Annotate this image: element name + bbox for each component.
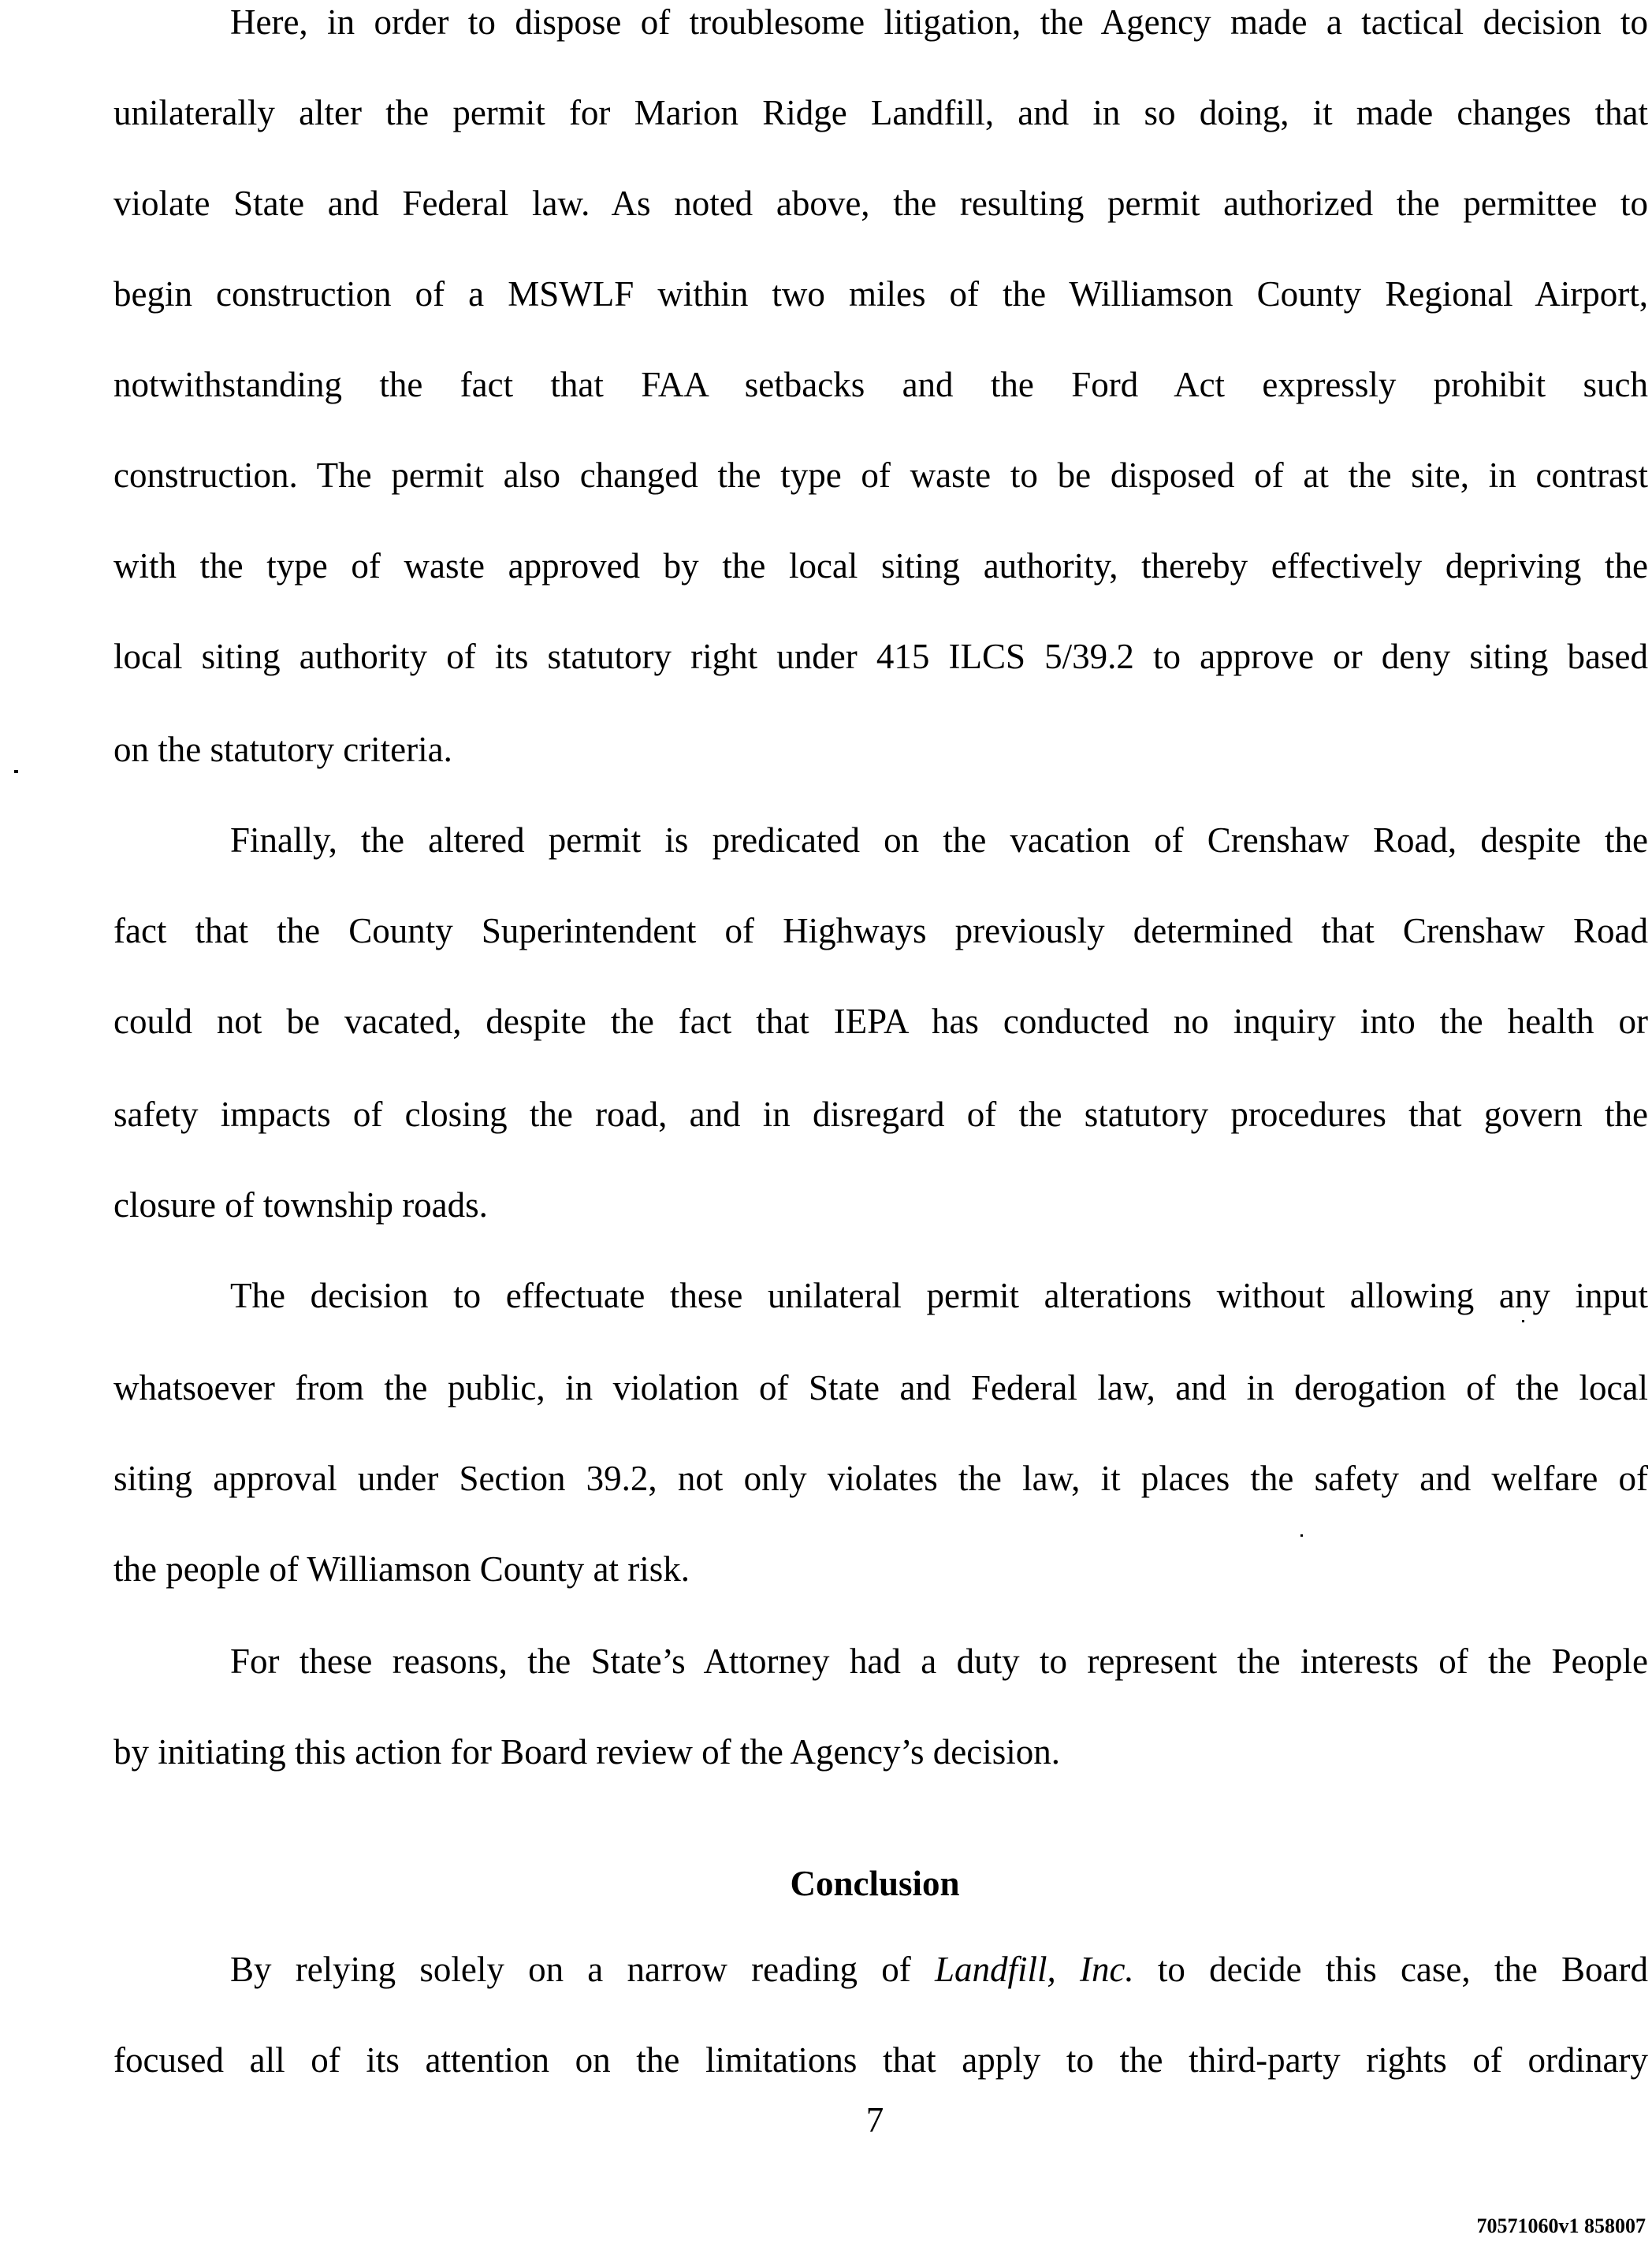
text-line: closure of township roads. bbox=[113, 1185, 488, 1225]
page-number: 7 bbox=[865, 2100, 884, 2140]
text-line: with the type of waste approved by the local siting authority, thereby effectively depriving the bbox=[113, 546, 1648, 586]
section-heading: Conclusion bbox=[790, 1864, 960, 1903]
text-line: fact that the County Superintendent of Highways previously determined that Crenshaw Road bbox=[113, 911, 1648, 950]
text-line: the people of Williamson County at risk. bbox=[113, 1549, 690, 1589]
scan-speck bbox=[1522, 1320, 1524, 1322]
case-name: Landfill, Inc. bbox=[934, 1950, 1134, 1989]
text-line: construction. The permit also changed the type of waste to be disposed of at the site, in contrast bbox=[113, 455, 1648, 495]
scan-speck bbox=[14, 770, 18, 773]
text-line: Here, in order to dispose of troublesome litigation, the Agency made a tactical decision to bbox=[230, 2, 1648, 42]
text-span: By relying solely on a narrow reading of bbox=[230, 1950, 935, 1989]
text-line: whatsoever from the public, in violation of State and Federal law, and in derogation of the local bbox=[113, 1368, 1648, 1407]
text-span: to decide this case, the Board bbox=[1133, 1950, 1648, 1989]
scan-speck bbox=[1300, 1534, 1303, 1537]
text-line: Finally, the altered permit is predicated on the vacation of Crenshaw Road, despite the bbox=[230, 820, 1648, 860]
text-line: siting approval under Section 39.2, not only violates the law, it places the safety and welfare of bbox=[113, 1459, 1648, 1498]
text-line: begin construction of a MSWLF within two miles of the Williamson County Regional Airport, bbox=[113, 274, 1648, 314]
text-line: by initiating this action for Board review of the Agency’s decision. bbox=[113, 1732, 1060, 1772]
document-id: 70571060v1 858007 bbox=[1476, 2214, 1646, 2237]
text-line: local siting authority of its statutory right under 415 ILCS 5/39.2 to approve or deny siting based bbox=[113, 637, 1648, 676]
text-line: on the statutory criteria. bbox=[113, 730, 452, 769]
text-line: The decision to effectuate these unilateral permit alterations without allowing any input bbox=[230, 1276, 1648, 1315]
text-line: unilaterally alter the permit for Marion Ridge Landfill, and in so doing, it made changes that bbox=[113, 93, 1648, 132]
text-line: focused all of its attention on the limitations that apply to the third-party rights of ordinary bbox=[113, 2040, 1648, 2080]
text-line bbox=[230, 1947, 1648, 1991]
text-line: violate State and Federal law. As noted above, the resulting permit authorized the permittee to bbox=[113, 184, 1648, 223]
text-line: For these reasons, the State’s Attorney had a duty to represent the interests of the People bbox=[230, 1642, 1648, 1681]
text-line: safety impacts of closing the road, and in disregard of the statutory procedures that govern the bbox=[113, 1095, 1648, 1134]
text-line: could not be vacated, despite the fact that IEPA has conducted no inquiry into the health or bbox=[113, 1002, 1648, 1041]
text-line: notwithstanding the fact that FAA setbacks and the Ford Act expressly prohibit such bbox=[113, 365, 1648, 404]
